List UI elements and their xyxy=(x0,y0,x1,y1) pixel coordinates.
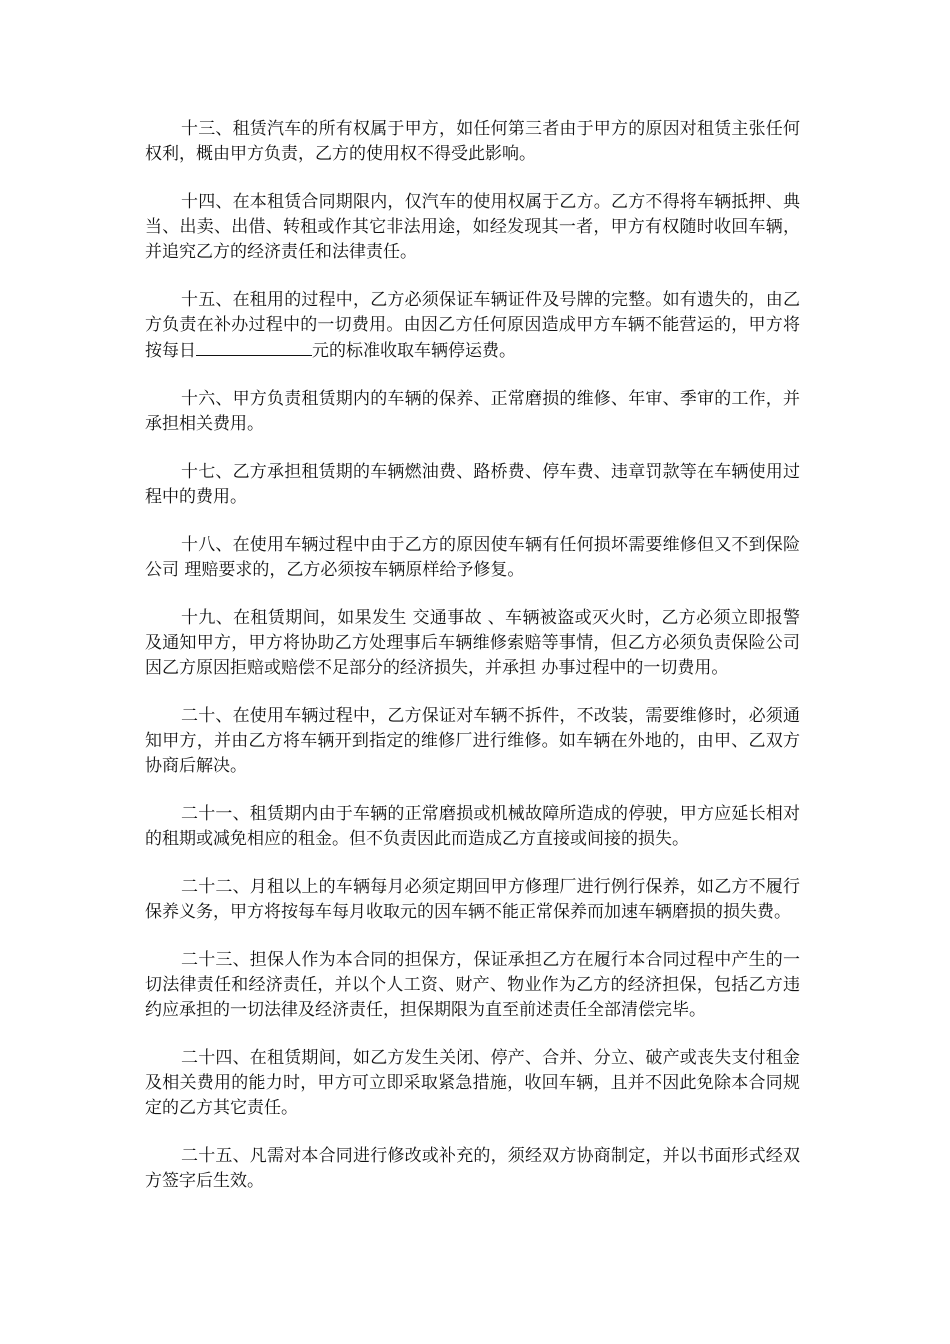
clause-23: 二十三、担保人作为本合同的担保方，保证承担乙方在履行本合同过程中产生的一切法律责任和经济责任，并以个人工资、财产、物业作为乙方的经济担保，包括乙方违约应承担的一切法律及经济责任，担保期限为直至前述责任全部清偿完毕。 xyxy=(145,950,800,1020)
clause-15-text-before: 十五、在租用的过程中，乙方必须保证车辆证件及号牌的完整。如有遗失的，由乙方负责在补办过程中的一切费用。由因乙方任何原因造成甲方车辆不能营运的，甲方将按每日 xyxy=(145,290,800,361)
clause-20: 二十、在使用车辆过程中，乙方保证对车辆不拆件，不改装，需要维修时，必须通知甲方，并由乙方将车辆开到指定的维修厂进行维修。如车辆在外地的，由甲、乙双方协商后解决。 xyxy=(145,706,800,776)
clause-13: 十三、租赁汽车的所有权属于甲方，如任何第三者由于甲方的原因对租赁主张任何权利，概由甲方负责，乙方的使用权不得受此影响。 xyxy=(145,119,800,164)
clause-25: 二十五、凡需对本合同进行修改或补充的，须经双方协商制定，并以书面形式经双方签字后生效。 xyxy=(145,1146,800,1191)
clause-22: 二十二、月租以上的车辆每月必须定期回甲方修理厂进行例行保养，如乙方不履行保养义务，甲方将按每车每月收取元的因车辆不能正常保养而加速车辆磨损的损失费。 xyxy=(145,877,800,922)
contract-body xyxy=(145,117,800,1217)
clause-16: 十六、甲方负责租赁期内的车辆的保养、正常磨损的维修、年审、季审的工作，并承担相关费用。 xyxy=(145,389,800,434)
clause-17: 十七、乙方承担租赁期的车辆燃油费、路桥费、停车费、违章罚款等在车辆使用过程中的费用。 xyxy=(145,462,800,507)
clause-24: 二十四、在租赁期间，如乙方发生关闭、停产、合并、分立、破产或丧失支付租金及相关费用的能力时，甲方可立即采取紧急措施，收回车辆，且并不因此免除本合同规定的乙方其它责任。 xyxy=(145,1048,800,1118)
clause-18: 十八、在使用车辆过程中由于乙方的原因使车辆有任何损坏需要维修但又不到保险 公司 理赔要求的，乙方必须按车辆原样给予修复。 xyxy=(145,535,800,580)
fill-in-blank xyxy=(196,338,312,356)
clause-19: 十九、在租赁期间，如果发生 交通事故 、车辆被盗或灭火时，乙方必须立即报警及通知甲方，甲方将协助乙方处理事后车辆维修索赔等事情，但乙方必须负责保险公司因乙方原因拒赔或赔偿不足部分的经济损失，并承担 办事过程中的一切费用。 xyxy=(145,608,800,678)
clause-14: 十四、在本租赁合同期限内，仅汽车的使用权属于乙方。乙方不得将车辆抵押、典当、出卖、出借、转租或作其它非法用途，如经发现其一者，甲方有权随时收回车辆，并追究乙方的经济责任和法律责任。 xyxy=(145,192,800,262)
clause-21: 二十一、租赁期内由于车辆的正常磨损或机械故障所造成的停驶，甲方应延长相对的租期或减免相应的租金。但不负责因此而造成乙方直接或间接的损失。 xyxy=(145,804,800,849)
clause-15 xyxy=(145,288,800,364)
clause-15-text-after: 元的标准收取车辆停运费。 xyxy=(312,341,516,361)
